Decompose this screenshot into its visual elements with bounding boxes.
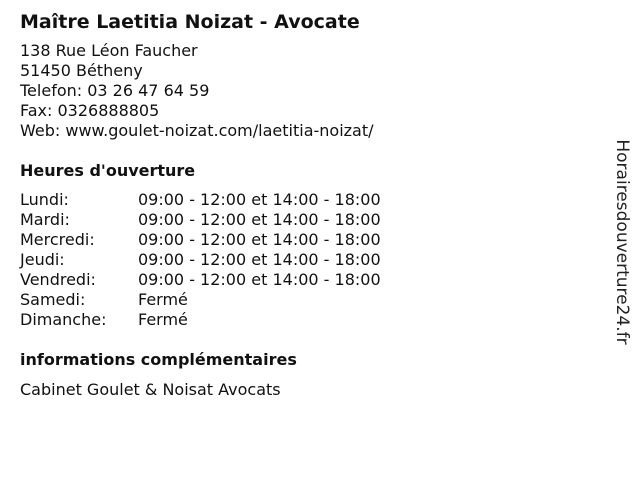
address-block (20, 41, 600, 141)
hours-row-saturday (20, 290, 600, 310)
street-address: 138 Rue Léon Faucher (20, 41, 198, 60)
day-label: Dimanche: (20, 310, 107, 329)
hours-row-wednesday (20, 230, 600, 250)
day-hours: 09:00 - 12:00 et 14:00 - 18:00 (138, 190, 381, 209)
additional-info-text: Cabinet Goulet & Noisat Avocats (20, 380, 281, 399)
day-label: Vendredi: (20, 270, 96, 289)
page-title: Maître Laetitia Noizat - Avocate (20, 11, 360, 33)
phone-line: Telefon: 03 26 47 64 59 (20, 81, 210, 100)
hours-row-thursday (20, 250, 600, 270)
day-label: Lundi: (20, 190, 69, 209)
day-label: Mardi: (20, 210, 70, 229)
day-label: Samedi: (20, 290, 86, 309)
day-hours: Fermé (138, 310, 188, 329)
hours-row-sunday (20, 310, 600, 330)
opening-hours-table (20, 190, 600, 330)
opening-hours-heading: Heures d'ouverture (20, 161, 196, 180)
day-hours: 09:00 - 12:00 et 14:00 - 18:00 (138, 230, 381, 249)
site-watermark: Horairesdouverture24.fr (612, 139, 632, 345)
hours-row-friday (20, 270, 600, 290)
hours-row-tuesday (20, 210, 600, 230)
fax-line: Fax: 0326888805 (20, 101, 160, 120)
day-label: Jeudi: (20, 250, 65, 269)
business-card (20, 9, 600, 400)
hours-row-monday (20, 190, 600, 210)
day-hours: 09:00 - 12:00 et 14:00 - 18:00 (138, 250, 381, 269)
day-hours: 09:00 - 12:00 et 14:00 - 18:00 (138, 270, 381, 289)
day-hours: Fermé (138, 290, 188, 309)
additional-info-heading: informations complémentaires (20, 350, 297, 369)
day-hours: 09:00 - 12:00 et 14:00 - 18:00 (138, 210, 381, 229)
web-line: Web: www.goulet-noizat.com/laetitia-noizat/ (20, 121, 374, 140)
day-label: Mercredi: (20, 230, 95, 249)
postal-city: 51450 Bétheny (20, 61, 143, 80)
